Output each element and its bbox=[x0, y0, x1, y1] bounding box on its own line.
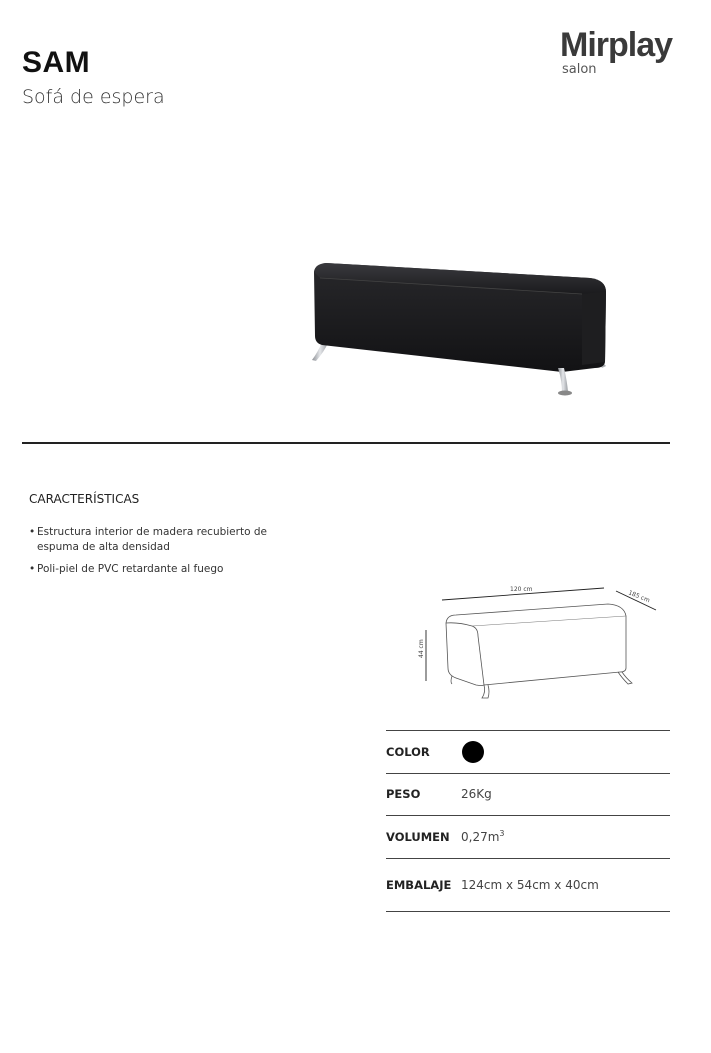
spec-row-packaging bbox=[386, 858, 670, 912]
volume-exponent: 3 bbox=[499, 828, 505, 838]
features-title: CARACTERÍSTICAS bbox=[29, 492, 140, 506]
width-label: 120 cm bbox=[510, 586, 533, 593]
color-swatch-black[interactable] bbox=[462, 741, 484, 763]
section-divider bbox=[22, 442, 670, 444]
weight-value: 26Kg bbox=[461, 787, 492, 802]
product-subtitle: Sofá de espera bbox=[22, 86, 165, 108]
spec-row-volume bbox=[386, 815, 670, 858]
brand-logo bbox=[560, 26, 690, 82]
height-label: 44 cm bbox=[418, 639, 425, 658]
brand-name: Mirplay bbox=[560, 26, 673, 64]
depth-label: 185 cm bbox=[627, 589, 651, 605]
features-list bbox=[29, 525, 289, 584]
product-name: SAM bbox=[22, 46, 91, 79]
color-label: COLOR bbox=[386, 744, 430, 759]
feature-item: • Estructura interior de madera recubierto de espuma de alta densidad bbox=[29, 525, 289, 555]
packaging-value: 124cm x 54cm x 40cm bbox=[461, 877, 599, 892]
weight-label: PESO bbox=[386, 787, 421, 802]
brand-line: salon bbox=[562, 62, 597, 77]
spec-row-weight bbox=[386, 773, 670, 816]
dimension-diagram bbox=[412, 578, 670, 708]
feature-item: • Poli-piel de PVC retardante al fuego bbox=[29, 562, 289, 577]
spec-table bbox=[386, 730, 670, 912]
product-image bbox=[300, 250, 620, 405]
packaging-label: EMBALAJE bbox=[386, 877, 452, 892]
spec-row-color bbox=[386, 730, 670, 773]
volume-value-wrap bbox=[461, 830, 505, 844]
volume-value: 0,27m bbox=[461, 829, 500, 844]
volume-label: VOLUMEN bbox=[386, 829, 450, 844]
